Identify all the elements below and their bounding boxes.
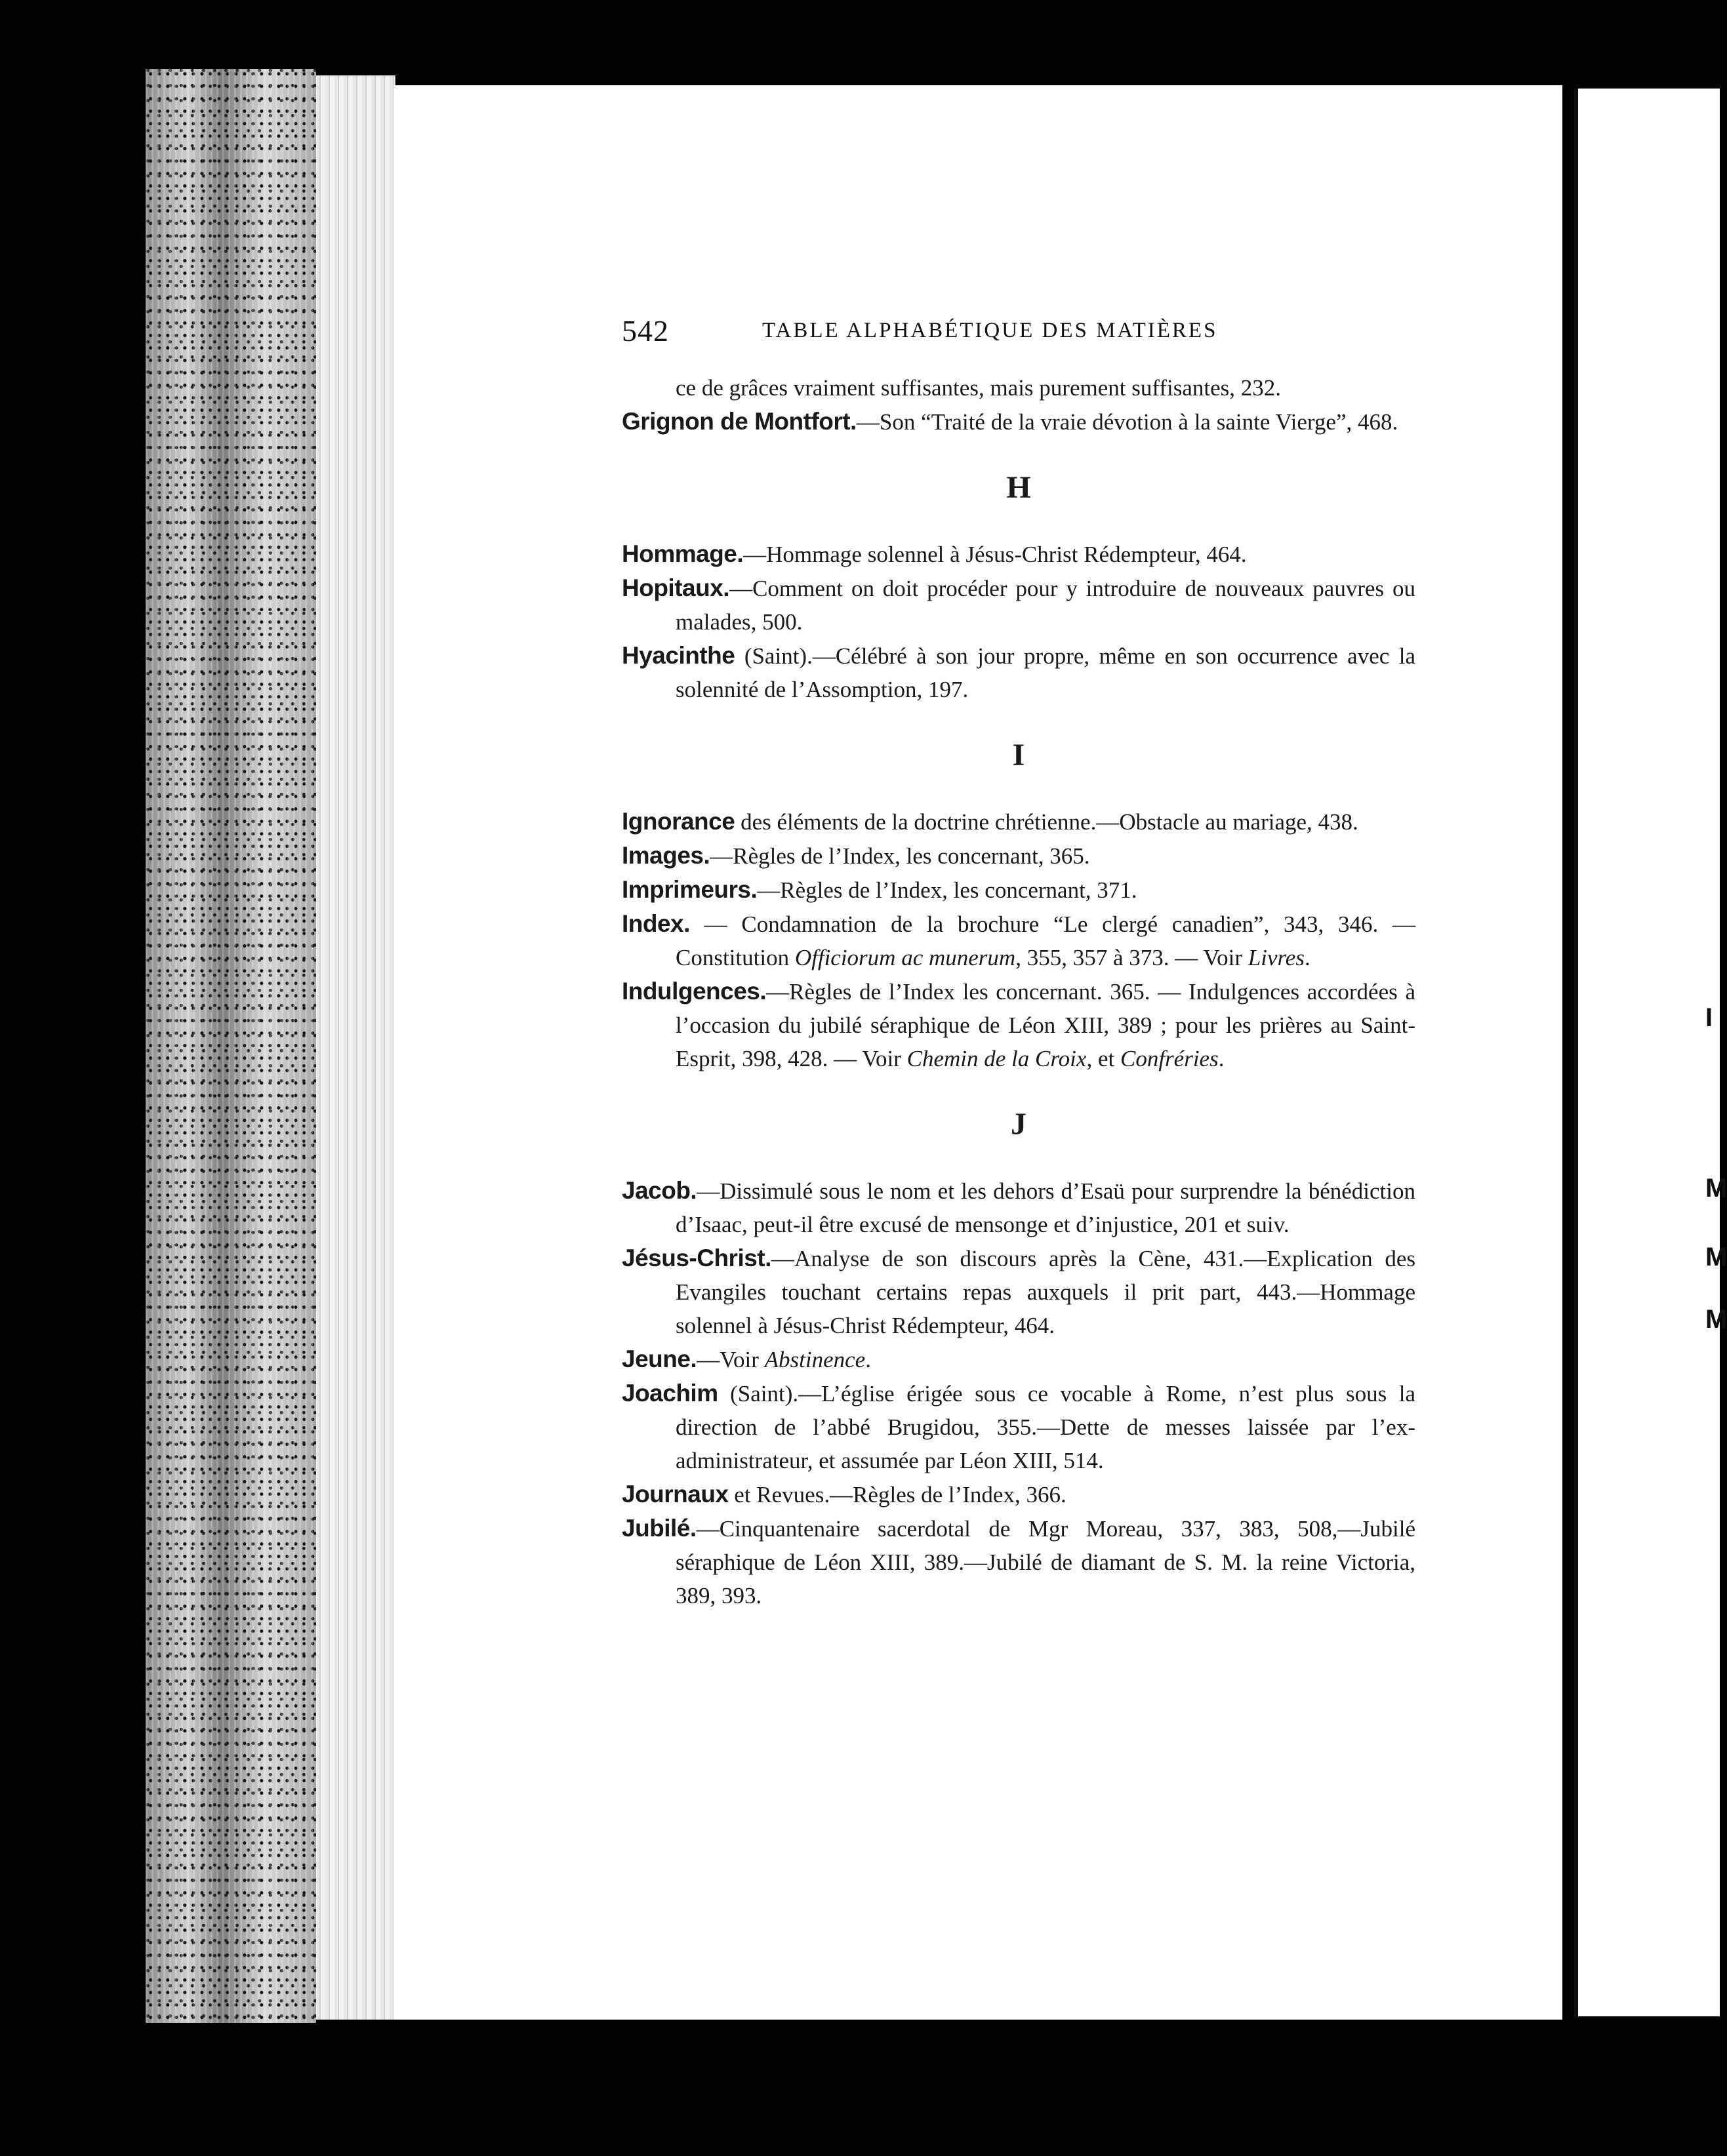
- right-page-fragment: M: [1705, 1174, 1727, 1203]
- entry-text: , et: [1086, 1046, 1120, 1071]
- entry-text: —Son “Traité de la vraie dévotion à la sainte Vierge”, 468.: [856, 409, 1398, 435]
- entry-heading: Imprimeurs.: [622, 876, 758, 903]
- index-entry-grignon: [622, 405, 1415, 439]
- index-entry-hyacinthe: [622, 639, 1415, 706]
- running-title: TABLE ALPHABÉTIQUE DES MATIÈRES: [762, 319, 1218, 342]
- entry-text: —Analyse de son discours après la Cène, 431.—Explication des Evangiles touchant certains repas auxquels il prit part, 443.—Hommage solennel à Jésus-Christ Rédempteur, 464.: [676, 1246, 1415, 1338]
- entry-italic-ref: Livres: [1248, 945, 1305, 970]
- book-page-edges: [146, 69, 316, 2023]
- continuation-line: ce de grâces vraiment suffisantes, mais purement suffisantes, 232.: [676, 375, 1282, 401]
- section-letter-i: I: [1012, 738, 1025, 772]
- right-page-fragment: M: [1705, 1305, 1727, 1334]
- entry-text: et Revues.—Règles de l’Index, 366.: [728, 1482, 1067, 1507]
- index-entry-hommage: [622, 537, 1415, 571]
- page-header: [622, 313, 1474, 353]
- entry-heading: Index.: [622, 910, 690, 937]
- entry-text: —Voir: [697, 1347, 765, 1372]
- entry-italic-ref: Chemin de la Croix: [906, 1046, 1087, 1071]
- right-page-fragment: M: [1705, 1243, 1727, 1271]
- entry-heading: Images.: [622, 842, 710, 869]
- index-entry-jeune: [622, 1342, 1415, 1376]
- book-page-edges-inner: [316, 75, 396, 2020]
- section-letter-h: H: [1006, 470, 1031, 505]
- index-entry-jesus-christ: [622, 1241, 1415, 1342]
- entry-italic-ref: Officiorum ac munerum: [794, 945, 1016, 970]
- page-number: 542: [622, 314, 669, 348]
- entry-heading: Indulgences.: [622, 978, 767, 1005]
- right-page-sliver: [1574, 89, 1720, 2016]
- entry-text: , 355, 357 à 373. — Voir: [1015, 945, 1248, 970]
- entry-text: —Dissimulé sous le nom et les dehors d’Esaü pour surprendre la bénédiction d’Isaac, peut-il être excusé de mensonge et d’injustice, 201 et suiv.: [676, 1178, 1415, 1237]
- entry-heading: Ignorance: [622, 808, 735, 835]
- entry-text: — Condamnation de la brochure “Le clergé canadien”, 343, 346. — Constitution: [676, 911, 1415, 970]
- section-letter-j: J: [1011, 1107, 1026, 1142]
- index-entry-jacob: [622, 1174, 1415, 1241]
- entry-text: —Hommage solennel à Jésus-Christ Rédempteur, 464.: [743, 542, 1247, 567]
- index-entry-joachim: [622, 1376, 1415, 1477]
- index-entry-hopitaux: [622, 571, 1415, 639]
- index-entry-imprimeurs: [622, 873, 1415, 907]
- entry-text: .: [1218, 1046, 1225, 1071]
- index-entry-indulgences: [622, 974, 1415, 1075]
- entry-heading: Jacob.: [622, 1177, 697, 1204]
- entry-heading: Jésus-Christ.: [622, 1245, 771, 1271]
- entry-text: —Comment on doit procéder pour y introduire de nouveaux pauvres ou malades, 500.: [676, 576, 1415, 635]
- entry-heading: Grignon de Montfort.: [622, 408, 857, 435]
- entry-text: —Cinquantenaire sacerdotal de Mgr Moreau, 337, 383, 508,—Jubilé séraphique de Léon XIII, 389.—Jubilé de diamant de S. M. la reine Victoria, 389, 393.: [676, 1516, 1415, 1608]
- entry-heading: Hopitaux.: [622, 574, 730, 601]
- entry-heading: Journaux: [622, 1481, 729, 1507]
- entry-text: (Saint).—L’église érigée sous ce vocable à Rome, n’est plus sous la direction de l’abbé Brugidou, 355.—Dette de messes laissée par l’ex-administrateur, et assumée par Léon XIII, 514.: [676, 1381, 1415, 1473]
- entry-text: .: [1304, 945, 1310, 970]
- entry-text: —Règles de l’Index, les concernant, 365.: [710, 843, 1090, 869]
- index-entry-ignorance: [622, 805, 1415, 839]
- entry-italic-ref: Confréries: [1120, 1046, 1219, 1071]
- index-entry-journaux: [622, 1477, 1415, 1511]
- entry-text: des éléments de la doctrine chrétienne.—Obstacle au mariage, 438.: [735, 809, 1358, 835]
- entry-heading: Jeune.: [622, 1346, 697, 1372]
- entry-heading: Hyacinthe: [622, 642, 735, 669]
- entry-heading: Hommage.: [622, 540, 744, 567]
- right-page-fragment: I: [1705, 1003, 1713, 1032]
- entry-heading: Jubilé.: [622, 1515, 697, 1542]
- index-content: [622, 371, 1415, 1612]
- entry-heading: Joachim: [622, 1380, 718, 1407]
- entry-text: (Saint).—Célébré à son jour propre, même en son occurrence avec la solennité de l’Assomption, 197.: [676, 643, 1415, 702]
- entry-text: .: [865, 1347, 871, 1372]
- entry-text: —Règles de l’Index, les concernant, 371.: [757, 877, 1137, 903]
- entry-italic-ref: Abstinence: [764, 1347, 866, 1372]
- index-entry-jubile: [622, 1511, 1415, 1612]
- index-entry-index: [622, 907, 1415, 974]
- entry-text: —Règles de l’Index les concernant. 365. — Indulgences accordées à l’occasion du jubilé séraphique de Léon XIII, 389 ; pour les prières au Saint-Esprit, 398, 428. — Voir: [676, 979, 1415, 1071]
- index-entry-images: [622, 839, 1415, 873]
